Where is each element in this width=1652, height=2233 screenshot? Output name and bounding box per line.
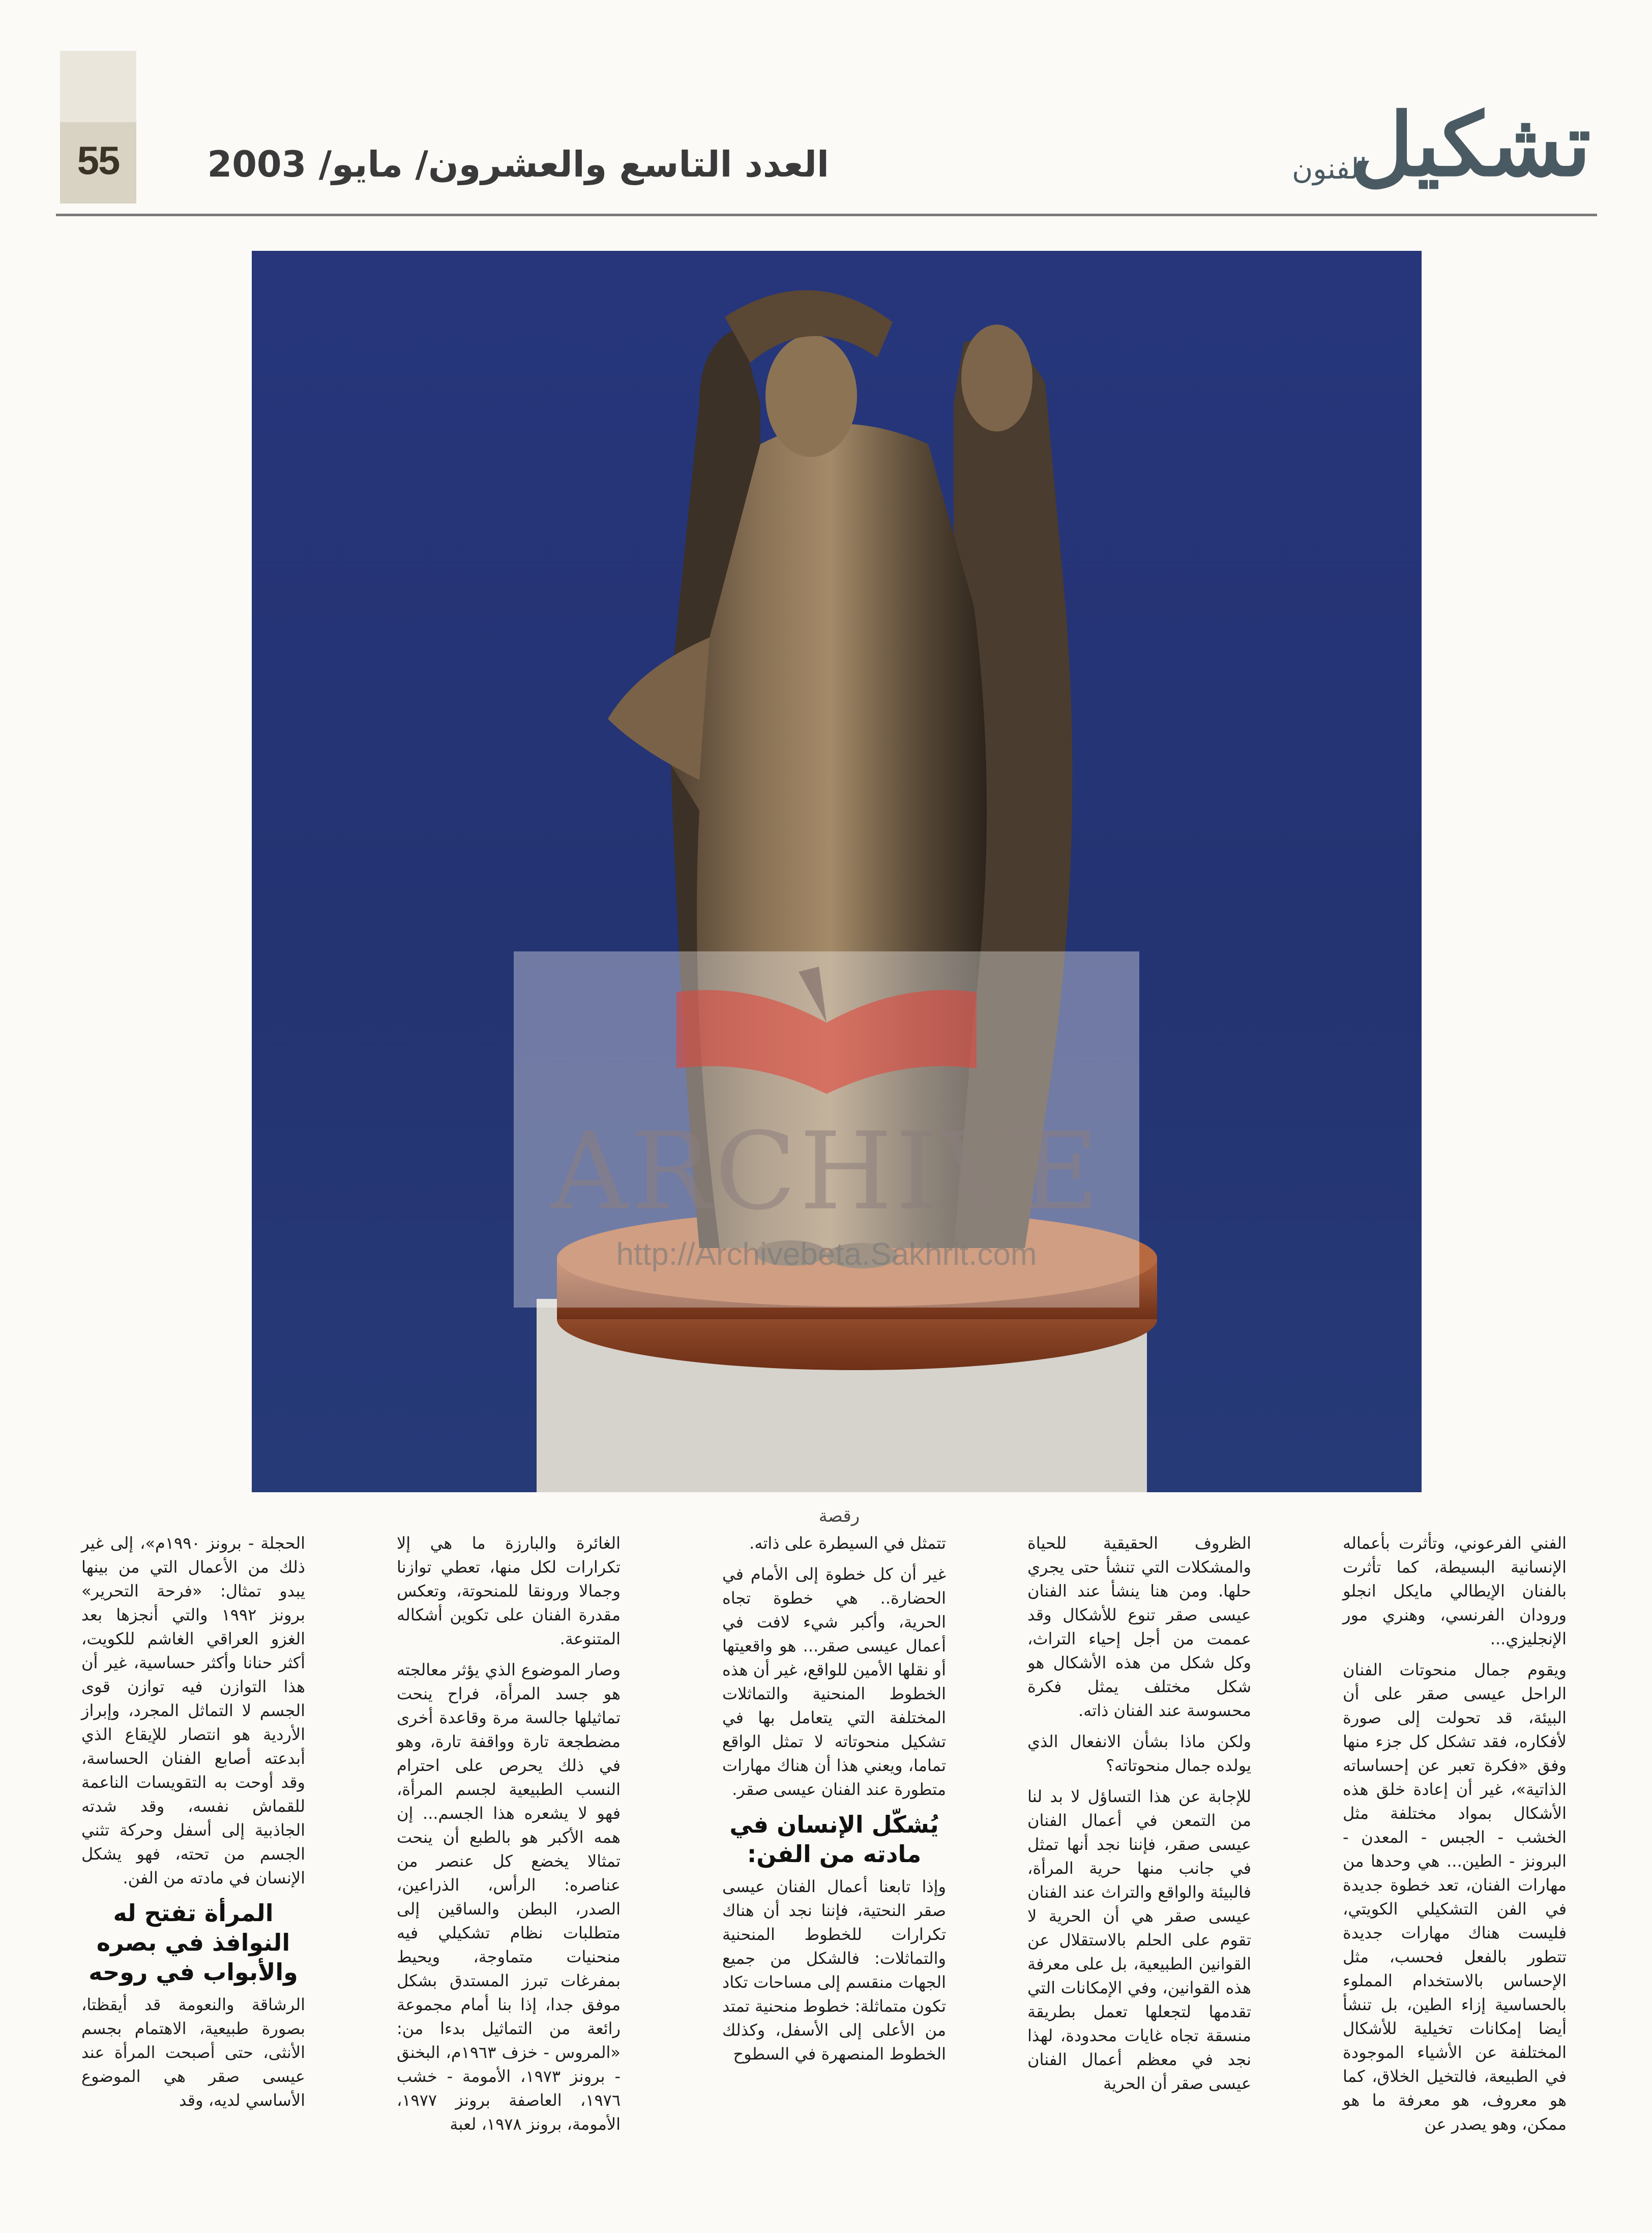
page-header [0, 0, 1652, 214]
paragraph: تتمثل في السيطرة على ذاته. [749, 1533, 946, 1553]
text-column-2 [1027, 1531, 1251, 2103]
paragraph: وصار الموضوع الذي يؤثر معالجته هو جسد المرأة، فراح ينحت تماثيلها جالسة مرة وقاعدة أخرى مضطجعة تارة وواقفة تارة، وهو في ذلك يحرص على احترام النسب الطبيعية لجسم المرأة، فهو لا يشعره هذا الجسم... إن همه الأكبر هو بالطبع أن ينحت تمثالا يخضع كل عنصر من عناصره: الرأس، الذراعين، الصدر، البطن والساقين إلى متطلبات نظام تشكيلي فيه منحنيات متماوجة، ويحيط بمفرغات تبرز المستدق بشكل موفق جدا، إذا بنا أمام مجموعة رائعة من التماثيل بدءا من: «المروس - خزف ١٩٦٣م، البخنق - برونز ١٩٧٣، الأمومة - خشب ١٩٧٦، العاصفة برونز ١٩٧٧، الأمومة، برونز ١٩٧٨، لعبة [397, 1660, 621, 2134]
paragraph: وإذا تابعنا أعمال الفنان عيسى صقر النحتية، فإننا نجد أن هناك تكرارات للخطوط المنحنية والتماثلات: فالشكل من جميع الجهات منقسم إلى مساحات تكاد تكون متماثلة: خطوط منحنية تمتد من الأعلى إلى الأسفل، وكذلك الخطوط المنصهرة في السطوح [722, 1877, 946, 2064]
paragraph: الفني الفرعوني، وتأثرت بأعماله الإنسانية البسيطة، كما تأثرت بالفنان الإيطالي مايكل انجلو ورودان الفرنسي، وهنري مور الإنجليزي... [1343, 1533, 1567, 1648]
paragraph: الرشاقة والنعومة قد أيقظتا، بصورة طبيعية، الاهتمام بجسم الأنثى، حتى أصبحت المرأة عند عيسى صقر هي الموضوع الأساسي لديه، وقد [81, 1995, 305, 2110]
paragraph: غير أن كل خطوة إلى الأمام في الحضارة.. هي خطوة تجاه الحرية، وأكبر شيء لافت في أعمال عيسى صقر... هو واقعيتها أو نقلها الأمين للواقع، غير أن هذه الخطوط المنحنية والتماثلات المختلفة التي يتعامل بها في تشكيل منحوتاته لا تمثل الواقع تماما، ويعني هذا أن هناك مهارات متطورة عند الفنان عيسى صقر. [722, 1564, 946, 1799]
paragraph: ولكن ماذا بشأن الانفعال الذي يولده جمال منحوتاته؟ [1027, 1732, 1251, 1775]
figure-head [765, 335, 857, 457]
paragraph: الغائرة والبارزة ما هي إلا تكرارات لكل منها، تعطي توازنا وجمالا ورونقا للمنحوتة، وتعكس مقدرة الفنان على تكوين أشكاله المتنوعة. [397, 1533, 621, 1648]
open-book-icon [514, 951, 1139, 1114]
section-heading: يُشكّل الإنسان في مادته من الفن: [729, 1811, 939, 1868]
magazine-logo: تشكيل [1350, 94, 1591, 196]
paragraph: ويقوم جمال منحوتات الفنان الراحل عيسى صقر على أن البيئة، قد تحولت إلى صورة لأفكاره، فقد تشكل كل جزء منها وفق «فكرة تعبر عن إحساساته الذاتية»، غير أن إعادة خلق هذه الأشكال بمواد مختلفة مثل الخشب - الجبس - المعدن - البرونز - الطين... هي وحدها من مهارات الفنان، تعد خطوة جديدة في الفن التشكيلي الكويتي، فليست هناك مهارات جديدة تتطور بالفعل فحسب، مثل الإحساس بالاستخدام المملوء بالحساسية إزاء الطين، بل تنشأ أيضا إمكانات تخيلية للأشكال المختلفة عن الأشياء الموجودة في الطبيعة، فالتخيل الخلاق، كما هو معروف، هو معرفة ما هو ممكن، وهو يصدر عن [1343, 1660, 1567, 2134]
watermark-url[interactable]: http://Archivebeta.Sakhrit.com [616, 1237, 1037, 1272]
paragraph: الظروف الحقيقية للحياة والمشكلات التي تنشأ حتى يجري حلها. ومن هنا ينشأ عند الفنان عيسى صقر تنوع للأشكال وقد عممت من أجل إحياء التراث، وكل شكل من هذه الأشكال هو شكل مختلف يمثل فكرة محسوسة عند الفنان ذاته. [1027, 1533, 1251, 1720]
issue-info: العدد التاسع والعشرون/ مايو/ 2003 [207, 143, 829, 185]
text-column-3 [722, 1531, 946, 2073]
section-heading: المرأة تفتح له النوافذ في بصره والأبواب في روحه [88, 1899, 298, 1986]
text-column-5 [81, 1531, 305, 2120]
magazine-logo-sub: الفنون [1292, 153, 1367, 186]
photo-caption: رقصة [818, 1506, 860, 1526]
paragraph: للإجابة عن هذا التساؤل لا بد لنا من التمعن في أعمال الفنان عيسى صقر، فإننا نجد أنها تمثل في جانب منها حرية المرأة، فالبيئة والواقع والتراث عند الفنان عيسى صقر هي أن الحرية لا تقوم على الحلم بالاستقلال عن القوانين الطبيعية، بل على معرفة هذه القوانين، وفي الإمكانات التي تقدمها لتجعلها تعمل بطريقة منسقة تجاه غايات محدودة، لهذا نجد في معظم أعمال الفنان عيسى صقر أن الحرية [1027, 1787, 1251, 2093]
header-rule [56, 214, 1597, 216]
text-column-4 [397, 1531, 621, 2143]
page-number-tab [60, 51, 136, 122]
paragraph: الحجلة - برونز ١٩٩٠م»، إلى غير ذلك من الأعمال التي من بينها يبدو تمثال: «فرحة التحرير» برونز ١٩٩٢ والتي أنجزها بعد الغزو العراقي الغاشم للكويت، أكثر حنانا وأكثر حساسية، غير أن هذا التوازن فيه توازن قوى الجسم لا التماثل المجرد، وإبراز الأردية هو انتصار للإيقاع الذي أبدعته أصابع الفنان الحساسة، وقد أوحت به التقويسات الناعمة للقماش نفسه، وقد شدته الجاذبية إلى أسفل وحركة تثني الجسم من تحته، فهو يشكل الإنسان في مادته من الفن. [81, 1533, 306, 1888]
watermark-title: ARCHIVE [551, 1109, 1102, 1234]
text-column-1 [1343, 1531, 1567, 2143]
page-number: 55 [60, 122, 136, 204]
